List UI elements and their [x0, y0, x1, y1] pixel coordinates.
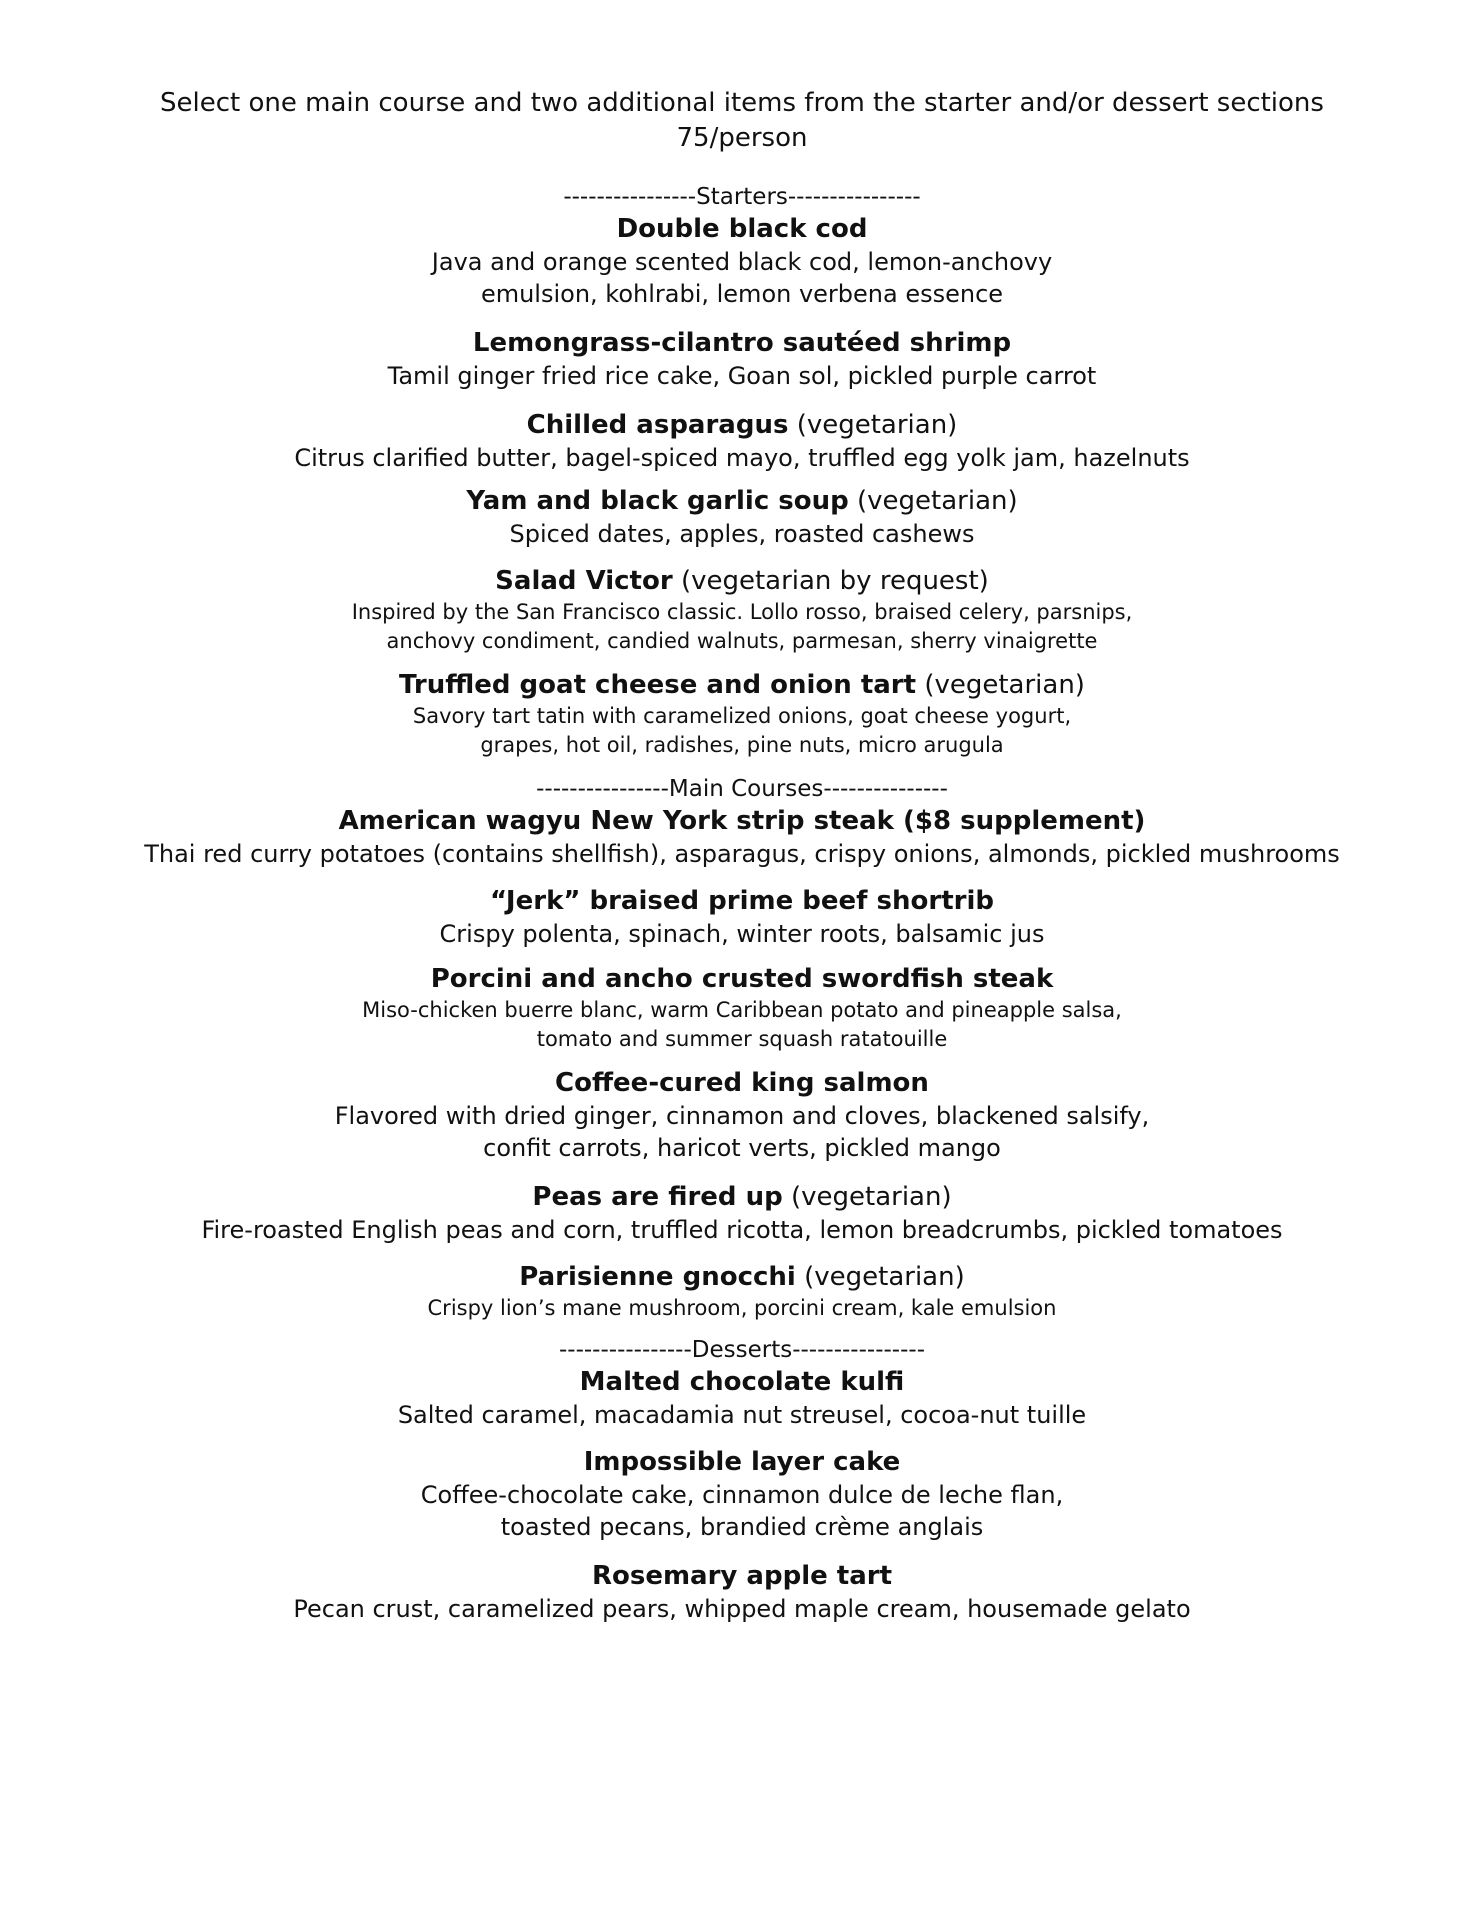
dish-description: Crispy polenta, spinach, winter roots, balsamic jus	[439, 920, 1045, 948]
starter-item	[0, 326, 1484, 392]
dish-description: Pecan crust, caramelized pears, whipped maple cream, housemade gelato	[293, 1595, 1191, 1623]
dish-name: Yam and black garlic soup	[466, 486, 849, 516]
dish-description: Citrus clarified butter, bagel-spiced mayo, truffled egg yolk jam, hazelnuts	[294, 444, 1190, 472]
dish-description: grapes, hot oil, radishes, pine nuts, micro arugula	[480, 733, 1004, 757]
dietary-tag: (vegetarian by request)	[680, 566, 989, 596]
desserts-divider: ----------------Desserts----------------	[558, 1337, 925, 1363]
dish-description: Inspired by the San Francisco classic. Lollo rosso, braised celery, parsnips,	[351, 600, 1133, 624]
dish-description: Savory tart tatin with caramelized onions, goat cheese yogurt,	[412, 704, 1072, 728]
dish-name: Double black cod	[616, 214, 868, 244]
starter-item	[0, 668, 1484, 760]
dish-name: Porcini and ancho crusted swordfish steak	[430, 964, 1054, 994]
dish-name: “Jerk” braised prime beef shortrib	[490, 886, 994, 916]
dietary-tag: (vegetarian)	[790, 1182, 952, 1212]
starter-item	[0, 408, 1484, 474]
menu-instruction: Select one main course and two additional items from the starter and/or dessert sections	[160, 88, 1324, 118]
dish-name: Impossible layer cake	[583, 1447, 901, 1477]
main-item	[0, 804, 1484, 870]
main-item	[0, 1180, 1484, 1246]
dish-name: Coffee-cured king salmon	[555, 1068, 929, 1098]
dish-description: anchovy condiment, candied walnuts, parmesan, sherry vinaigrette	[386, 629, 1098, 653]
dish-description: Java and orange scented black cod, lemon-anchovy	[431, 248, 1053, 276]
dish-description: Flavored with dried ginger, cinnamon and cloves, blackened salsify,	[334, 1102, 1150, 1130]
dish-description: Fire-roasted English peas and corn, truffled ricotta, lemon breadcrumbs, pickled tomatoes	[201, 1216, 1283, 1244]
dish-description: Coffee-chocolate cake, cinnamon dulce de leche flan,	[420, 1481, 1064, 1509]
dessert-item	[0, 1365, 1484, 1431]
starter-item	[0, 212, 1484, 310]
dish-description: Spiced dates, apples, roasted cashews	[509, 520, 975, 548]
dish-name: Truffled goat cheese and onion tart	[399, 670, 917, 700]
main-item	[0, 1066, 1484, 1164]
dietary-tag: (vegetarian)	[924, 670, 1085, 700]
dietary-tag: (vegetarian)	[857, 486, 1018, 516]
dish-name: Parisienne gnocchi	[519, 1262, 796, 1292]
dish-description: Miso-chicken buerre blanc, warm Caribbean potato and pineapple salsa,	[362, 998, 1122, 1022]
starters-divider: ----------------Starters----------------	[563, 184, 921, 210]
dish-description: Thai red curry potatoes (contains shellfish), asparagus, crispy onions, almonds, pickled mushrooms	[144, 840, 1340, 868]
mains-divider: ----------------Main Courses---------------	[536, 776, 948, 802]
dietary-tag: (vegetarian)	[804, 1262, 965, 1292]
dietary-tag: (vegetarian)	[796, 410, 958, 440]
dessert-item	[0, 1445, 1484, 1543]
dish-description: emulsion, kohlrabi, lemon verbena essence	[480, 280, 1004, 308]
dish-description: Salted caramel, macadamia nut streusel, cocoa-nut tuille	[397, 1401, 1087, 1429]
dish-description: Crispy lion’s mane mushroom, porcini cream, kale emulsion	[427, 1296, 1057, 1320]
dish-name: Chilled asparagus	[526, 410, 789, 440]
menu-price: 75/person	[676, 123, 808, 153]
main-item	[0, 1260, 1484, 1323]
dish-name: Salad Victor	[495, 566, 673, 596]
dish-name: Malted chocolate kulfi	[579, 1367, 905, 1397]
dessert-item	[0, 1559, 1484, 1625]
dish-description: confit carrots, haricot verts, pickled mango	[483, 1134, 1001, 1162]
dish-name: Lemongrass-cilantro sautéed shrimp	[472, 328, 1012, 358]
dish-name: American wagyu New York strip steak ($8 supplement)	[338, 806, 1146, 836]
starter-item	[0, 564, 1484, 656]
dish-description: Tamil ginger fried rice cake, Goan sol, pickled purple carrot	[387, 362, 1097, 390]
dish-name: Rosemary apple tart	[591, 1561, 893, 1591]
dish-description: toasted pecans, brandied crème anglais	[500, 1513, 984, 1541]
dish-name: Peas are fired up	[532, 1182, 783, 1212]
starter-item	[0, 484, 1484, 550]
main-item	[0, 962, 1484, 1054]
main-item	[0, 884, 1484, 950]
dish-description: tomato and summer squash ratatouille	[536, 1027, 948, 1051]
